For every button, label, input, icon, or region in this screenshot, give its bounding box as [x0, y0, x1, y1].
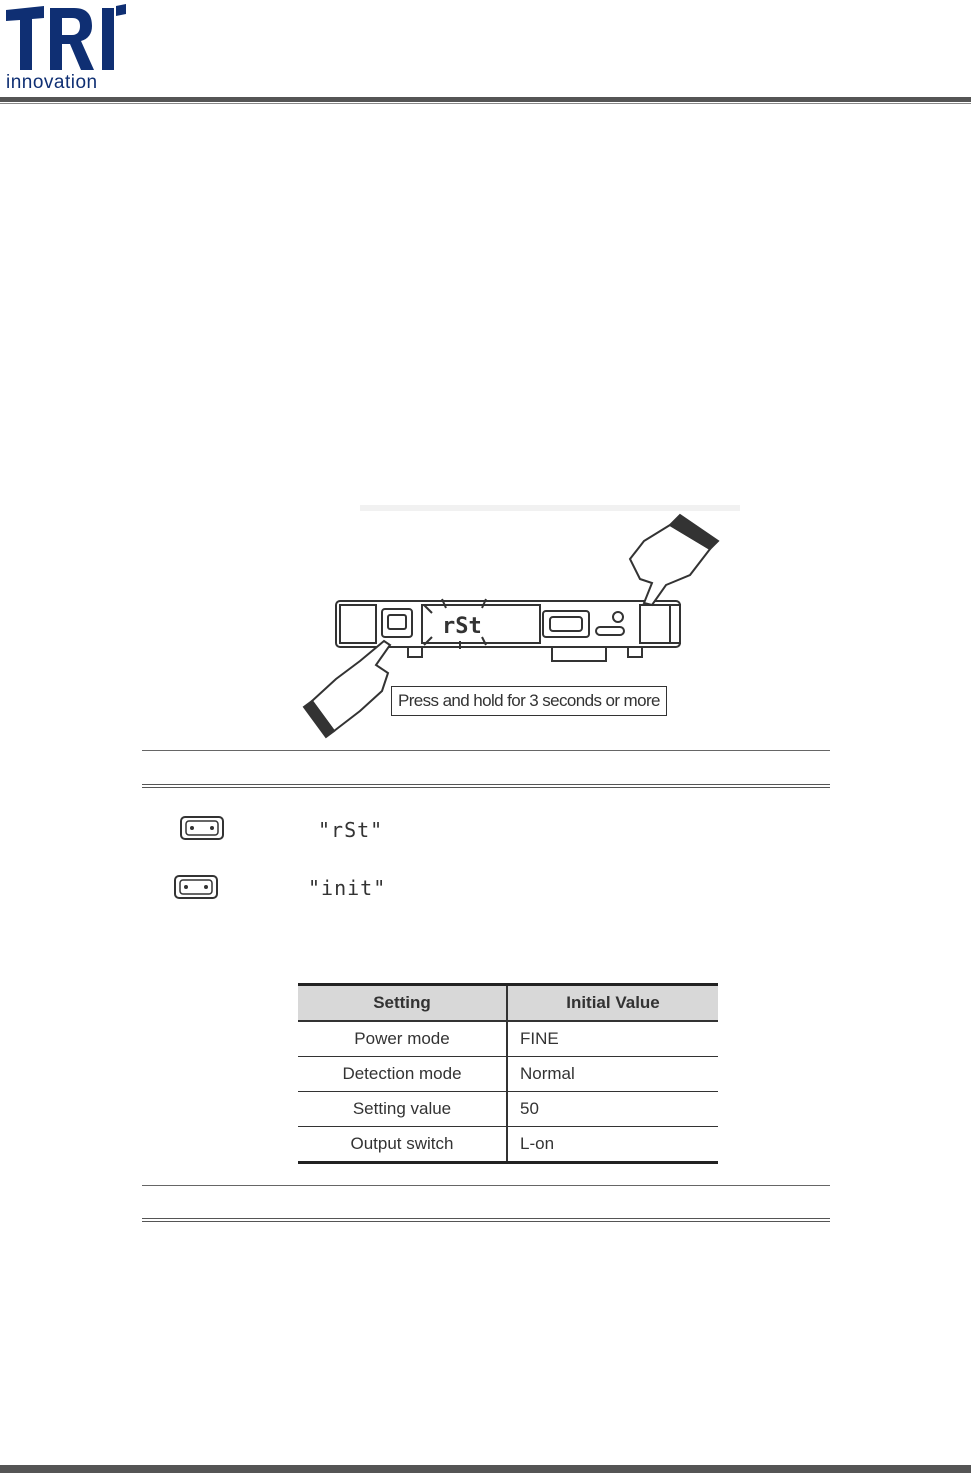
faint-heading-line: [360, 505, 740, 511]
table-cell-setting: Output switch: [298, 1127, 507, 1163]
section-rule: [142, 1185, 830, 1186]
figure-caption: Press and hold for 3 seconds or more: [391, 686, 667, 716]
section-rule: [142, 750, 830, 751]
table-cell-setting: Setting value: [298, 1092, 507, 1127]
header-rule: [0, 97, 971, 102]
pointing-hand-right-icon: [630, 515, 718, 605]
table-row: [298, 1127, 718, 1163]
pointing-hand-left-icon: [304, 641, 390, 737]
table-cell-setting: Power mode: [298, 1021, 507, 1057]
initial-values-table: [298, 983, 718, 1164]
table-cell-value: FINE: [507, 1021, 718, 1057]
section-rule-double: [142, 784, 830, 788]
table-cell-value: 50: [507, 1092, 718, 1127]
table-cell-setting: Detection mode: [298, 1057, 507, 1092]
header-rule-thin: [0, 103, 971, 104]
section-rule-double: [142, 1218, 830, 1222]
table-header-initial-value: Initial Value: [507, 985, 718, 1022]
table-cell-value: Normal: [507, 1057, 718, 1092]
table-row: [298, 1057, 718, 1092]
display-code-rst: "rSt": [318, 818, 384, 842]
table-row: [298, 1021, 718, 1057]
display-code-init: "init": [308, 876, 387, 900]
footer-rule: [0, 1465, 971, 1473]
set-key-icon: [180, 816, 224, 840]
table-cell-value: L-on: [507, 1127, 718, 1163]
device-display-text: rSt: [442, 614, 482, 639]
table-row: [298, 1092, 718, 1127]
logo-subtext: innovation: [6, 72, 98, 93]
table-header-setting: Setting: [298, 985, 507, 1022]
table-header-row: [298, 985, 718, 1022]
set-key-icon: [174, 875, 218, 899]
sensor-device-body: [336, 601, 680, 661]
